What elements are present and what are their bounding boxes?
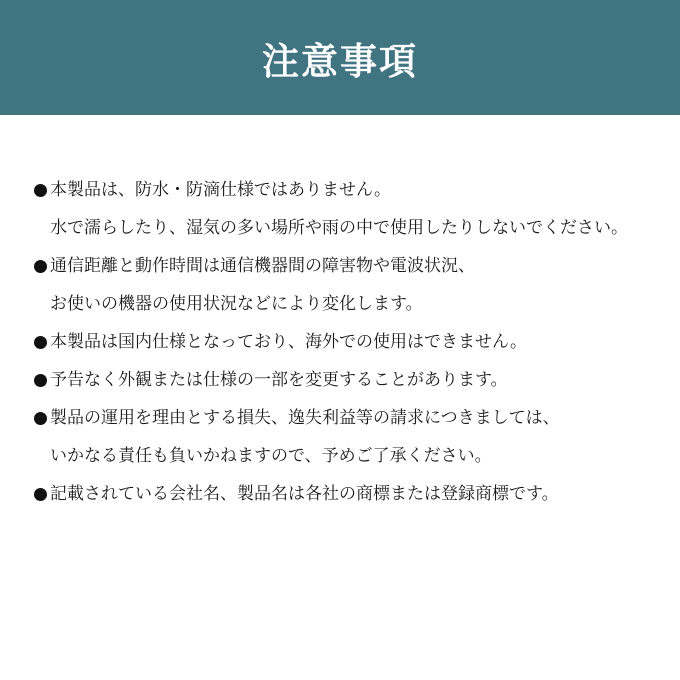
bullet-icon: [34, 374, 47, 387]
note-item: [34, 177, 674, 241]
note-first-line: [34, 177, 674, 203]
note-continuation-line: [34, 291, 674, 317]
note-text: 記載されている会社名、製品名は各社の商標または登録商標です。: [50, 484, 559, 504]
bullet-icon: [34, 336, 47, 349]
header-banner: [0, 0, 680, 115]
note-text: 水で濡らしたり、湿気の多い場所や雨の中で使用したりしないでください。: [50, 218, 628, 238]
note-first-line: [34, 405, 674, 431]
note-item: [34, 367, 674, 393]
note-first-line: [34, 367, 674, 393]
note-first-line: [34, 481, 674, 507]
note-first-line: [34, 253, 674, 279]
page-title: 注意事項: [262, 39, 418, 83]
note-text: 通信距離と動作時間は通信機器間の障害物や電波状況、: [50, 256, 475, 276]
note-text: 本製品は、防水・防滴仕様ではありません。: [50, 180, 392, 200]
note-first-line: [34, 329, 674, 355]
note-text: 予告なく外観または仕様の一部を変更することがあります。: [50, 370, 508, 390]
note-text: お使いの機器の使用状況などにより変化します。: [50, 294, 423, 314]
note-item: [34, 253, 674, 317]
note-item: [34, 481, 674, 507]
note-item: [34, 405, 674, 469]
note-continuation-line: [34, 443, 674, 469]
bullet-icon: [34, 412, 47, 425]
note-item: [34, 329, 674, 355]
note-continuation-line: [34, 215, 674, 241]
notes-list: [34, 177, 674, 519]
note-text: 本製品は国内仕様となっており、海外での使用はできません。: [50, 332, 528, 352]
note-text: いかなる責任も負いかねますので、予めご了承ください。: [50, 446, 492, 466]
note-text: 製品の運用を理由とする損失、逸失利益等の請求につきましては、: [50, 408, 560, 428]
bullet-icon: [34, 488, 47, 501]
bullet-icon: [34, 184, 47, 197]
bullet-icon: [34, 260, 47, 273]
